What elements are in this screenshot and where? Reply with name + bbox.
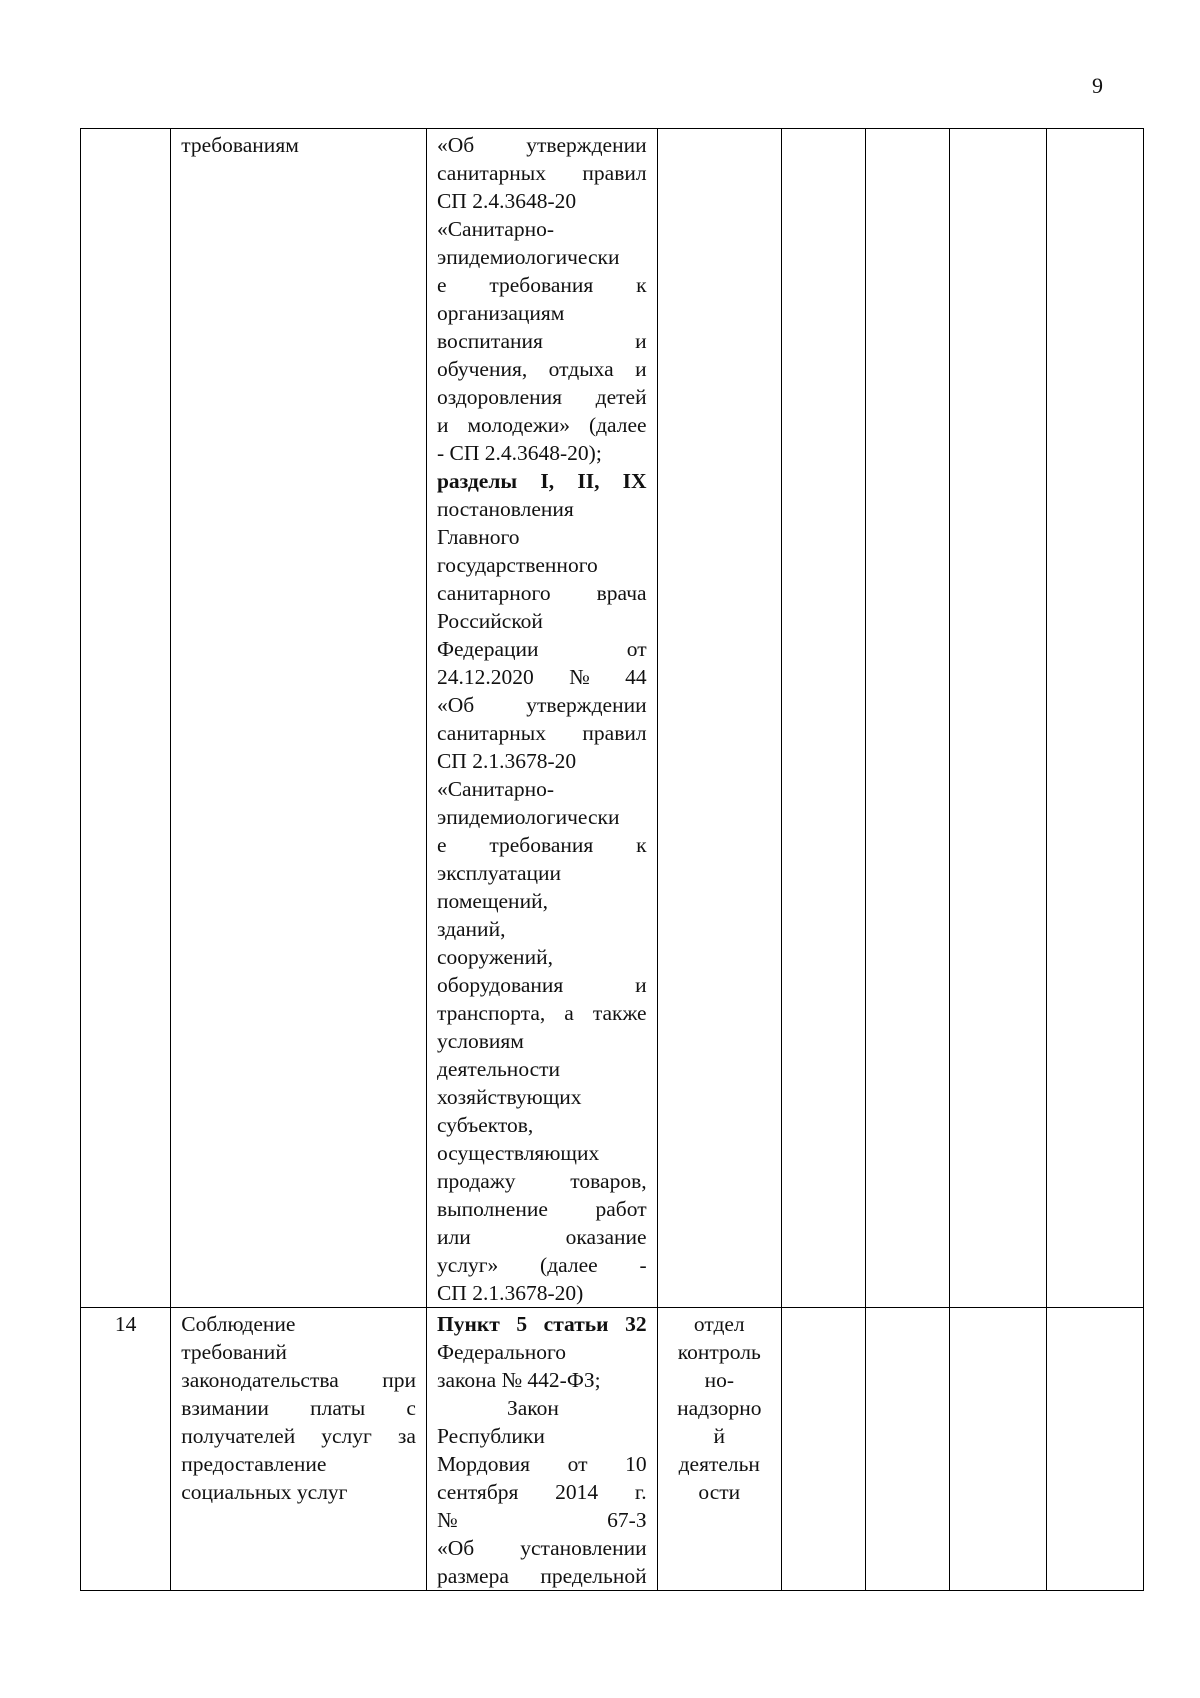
- text-line: социальных услуг: [181, 1480, 348, 1504]
- text-line: размера предельной: [436, 1564, 647, 1588]
- text-line: «Об утверждении: [436, 133, 647, 157]
- empty-cell: [950, 129, 1046, 1308]
- text-line: Российской: [436, 609, 543, 633]
- row-number-cell: 14: [81, 1308, 171, 1591]
- text-line: Республики: [436, 1424, 545, 1448]
- text-line: или оказание: [436, 1225, 647, 1249]
- text-line: СП 2.4.3648-20: [436, 189, 577, 213]
- text-line: требований: [181, 1340, 287, 1364]
- table-row: [81, 1308, 1144, 1591]
- text-line: Закон: [506, 1396, 559, 1420]
- page-number: 9: [1092, 73, 1103, 98]
- text-line: е требования к: [436, 273, 647, 297]
- text-line: Федерации от: [436, 637, 647, 661]
- empty-cell: [866, 129, 950, 1308]
- text-line: й: [713, 1424, 726, 1448]
- text-line: - СП 2.4.3648-20);: [436, 441, 602, 465]
- empty-cell: [866, 1308, 950, 1591]
- text-line: Пункт 5 статьи 32: [436, 1312, 647, 1336]
- text-line: транспорта, а также: [436, 1001, 647, 1025]
- text-line: осуществляющих: [436, 1141, 600, 1165]
- legal-basis-cell: [426, 129, 657, 1308]
- text-line: СП 2.1.3678-20): [436, 1281, 584, 1305]
- row-number-cell: [81, 129, 171, 1308]
- text-line: получателей услуг за: [181, 1424, 416, 1448]
- empty-cell: [950, 1308, 1046, 1591]
- text-line: Соблюдение: [181, 1312, 296, 1336]
- text-line: 24.12.2020 № 44: [436, 665, 647, 689]
- text-line: оздоровления детей: [436, 385, 647, 409]
- text-line: взимании платы с: [181, 1396, 416, 1420]
- text-line: условиям: [436, 1029, 524, 1053]
- text-line: сентября 2014 г.: [436, 1480, 647, 1504]
- text-line: воспитания и: [436, 329, 647, 353]
- responsible-unit-cell: [657, 129, 781, 1308]
- text-line: деятельн: [678, 1452, 760, 1476]
- text-line: № 67-З: [436, 1508, 647, 1532]
- empty-cell: [781, 1308, 865, 1591]
- text-line: услуг» (далее -: [436, 1253, 647, 1277]
- text-line: «Об установлении: [436, 1536, 647, 1560]
- empty-cell: [1046, 129, 1143, 1308]
- text-line: законодательства при: [181, 1368, 416, 1392]
- responsible-unit-cell: [657, 1308, 781, 1591]
- text-line: государственного: [436, 553, 598, 577]
- empty-cell: [781, 129, 865, 1308]
- legal-basis-cell: [426, 1308, 657, 1591]
- requirements-table: [80, 128, 1144, 1591]
- text-line: обучения, отдыха и: [436, 357, 647, 381]
- requirement-cell: [171, 1308, 427, 1591]
- text-line: предоставление: [181, 1452, 327, 1476]
- text-line: хозяйствующих: [436, 1085, 582, 1109]
- text-line: помещений,: [436, 889, 548, 913]
- text-line: постановления: [436, 497, 574, 521]
- text-line: Федерального: [436, 1340, 567, 1364]
- text-line: контроль: [677, 1340, 761, 1364]
- text-line: эксплуатации: [436, 861, 562, 885]
- text-line: разделы I, II, IX: [436, 469, 647, 493]
- table-row: [81, 129, 1144, 1308]
- requirement-cell: [171, 129, 427, 1308]
- text-line: санитарных правил: [436, 161, 647, 185]
- text-line: зданий,: [436, 917, 506, 941]
- text-line: «Об утверждении: [436, 693, 647, 717]
- text-line: отдел: [693, 1312, 745, 1336]
- text-line: «Санитарно-: [436, 217, 554, 241]
- text-line: ости: [698, 1480, 741, 1504]
- text-line: оборудования и: [436, 973, 647, 997]
- text-line: и молодежи» (далее: [436, 413, 647, 437]
- text-line: санитарных правил: [436, 721, 647, 745]
- text-line: СП 2.1.3678-20: [436, 749, 577, 773]
- text-line: «Санитарно-: [436, 777, 554, 801]
- text-line: закона № 442-ФЗ;: [436, 1368, 601, 1392]
- text-line: санитарного врача: [436, 581, 647, 605]
- text-line: но-: [704, 1368, 734, 1392]
- text-line: сооружений,: [436, 945, 553, 969]
- text-line: эпидемиологически: [436, 245, 620, 269]
- text-line: эпидемиологически: [436, 805, 620, 829]
- text-line: организациям: [436, 301, 565, 325]
- text-line: е требования к: [436, 833, 647, 857]
- text-line: Главного: [436, 525, 520, 549]
- text-line: продажу товаров,: [436, 1169, 647, 1193]
- text-line: деятельности: [436, 1057, 561, 1081]
- text-line: субъектов,: [436, 1113, 534, 1137]
- empty-cell: [1046, 1308, 1143, 1591]
- text-line: требованиям: [181, 133, 299, 157]
- text-line: выполнение работ: [436, 1197, 647, 1221]
- text-line: надзорно: [677, 1396, 762, 1420]
- text-line: Мордовия от 10: [436, 1452, 647, 1476]
